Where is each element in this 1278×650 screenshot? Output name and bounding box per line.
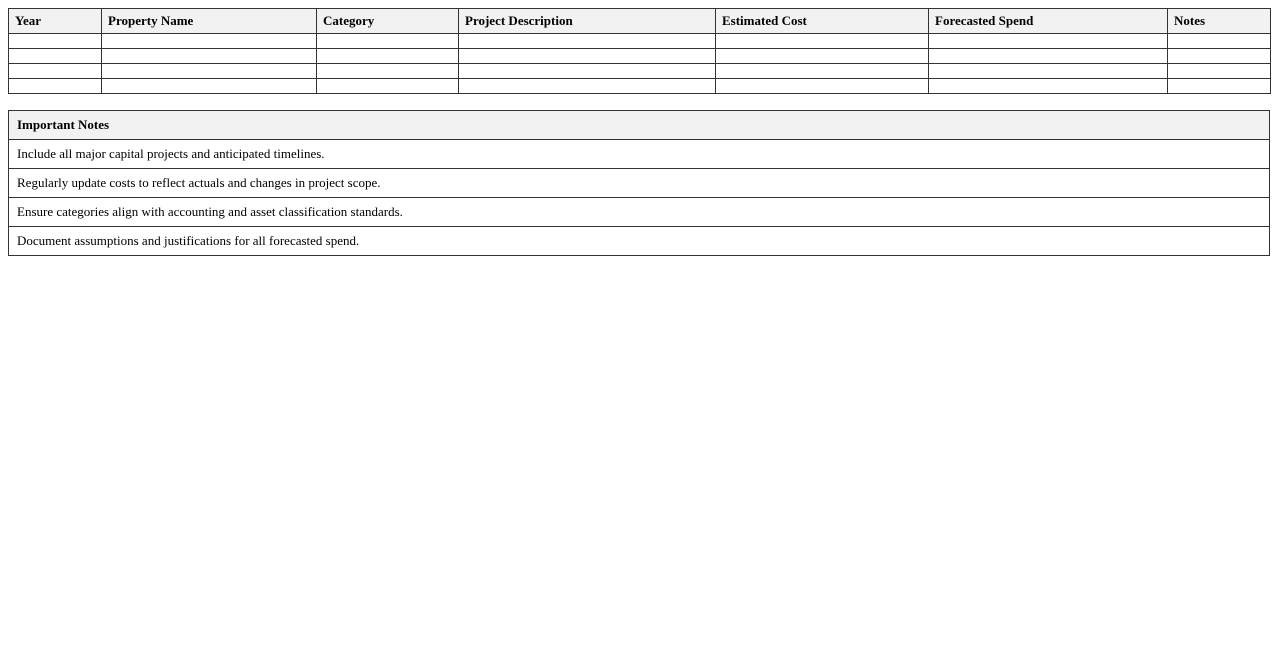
column-header-estimated-cost: Estimated Cost	[716, 9, 929, 34]
column-header-category: Category	[317, 9, 459, 34]
table-header-row	[9, 9, 1271, 34]
table-row[interactable]	[9, 49, 1271, 64]
document-page	[0, 0, 1278, 256]
cell-estimated-cost[interactable]	[716, 64, 929, 79]
cell-notes[interactable]	[1168, 64, 1271, 79]
cell-year[interactable]	[9, 49, 102, 64]
column-header-property-name: Property Name	[102, 9, 317, 34]
note-text: Include all major capital projects and anticipated timelines.	[9, 140, 1270, 169]
notes-header-label: Important Notes	[9, 111, 1270, 140]
cell-forecasted-spend[interactable]	[929, 49, 1168, 64]
capital-expenditure-table	[8, 8, 1271, 94]
cell-category[interactable]	[317, 79, 459, 94]
table-row[interactable]	[9, 79, 1271, 94]
cell-year[interactable]	[9, 64, 102, 79]
important-notes-table	[8, 110, 1270, 256]
note-text: Document assumptions and justifications for all forecasted spend.	[9, 227, 1270, 256]
cell-forecasted-spend[interactable]	[929, 64, 1168, 79]
list-item	[9, 198, 1270, 227]
table-row[interactable]	[9, 34, 1271, 49]
column-header-year: Year	[9, 9, 102, 34]
cell-notes[interactable]	[1168, 79, 1271, 94]
cell-forecasted-spend[interactable]	[929, 34, 1168, 49]
note-text: Ensure categories align with accounting and asset classification standards.	[9, 198, 1270, 227]
cell-project-description[interactable]	[459, 79, 716, 94]
list-item	[9, 140, 1270, 169]
cell-notes[interactable]	[1168, 34, 1271, 49]
column-header-project-description: Project Description	[459, 9, 716, 34]
note-text: Regularly update costs to reflect actuals and changes in project scope.	[9, 169, 1270, 198]
cell-estimated-cost[interactable]	[716, 79, 929, 94]
cell-property-name[interactable]	[102, 79, 317, 94]
cell-forecasted-spend[interactable]	[929, 79, 1168, 94]
cell-property-name[interactable]	[102, 49, 317, 64]
table-row[interactable]	[9, 64, 1271, 79]
cell-notes[interactable]	[1168, 49, 1271, 64]
cell-property-name[interactable]	[102, 64, 317, 79]
list-item	[9, 227, 1270, 256]
cell-property-name[interactable]	[102, 34, 317, 49]
cell-year[interactable]	[9, 79, 102, 94]
column-header-forecasted-spend: Forecasted Spend	[929, 9, 1168, 34]
list-item	[9, 169, 1270, 198]
cell-estimated-cost[interactable]	[716, 49, 929, 64]
cell-year[interactable]	[9, 34, 102, 49]
cell-project-description[interactable]	[459, 64, 716, 79]
cell-category[interactable]	[317, 64, 459, 79]
column-header-notes: Notes	[1168, 9, 1271, 34]
cell-category[interactable]	[317, 34, 459, 49]
notes-header-row	[9, 111, 1270, 140]
cell-project-description[interactable]	[459, 34, 716, 49]
cell-estimated-cost[interactable]	[716, 34, 929, 49]
cell-category[interactable]	[317, 49, 459, 64]
section-spacer	[8, 94, 1270, 110]
cell-project-description[interactable]	[459, 49, 716, 64]
